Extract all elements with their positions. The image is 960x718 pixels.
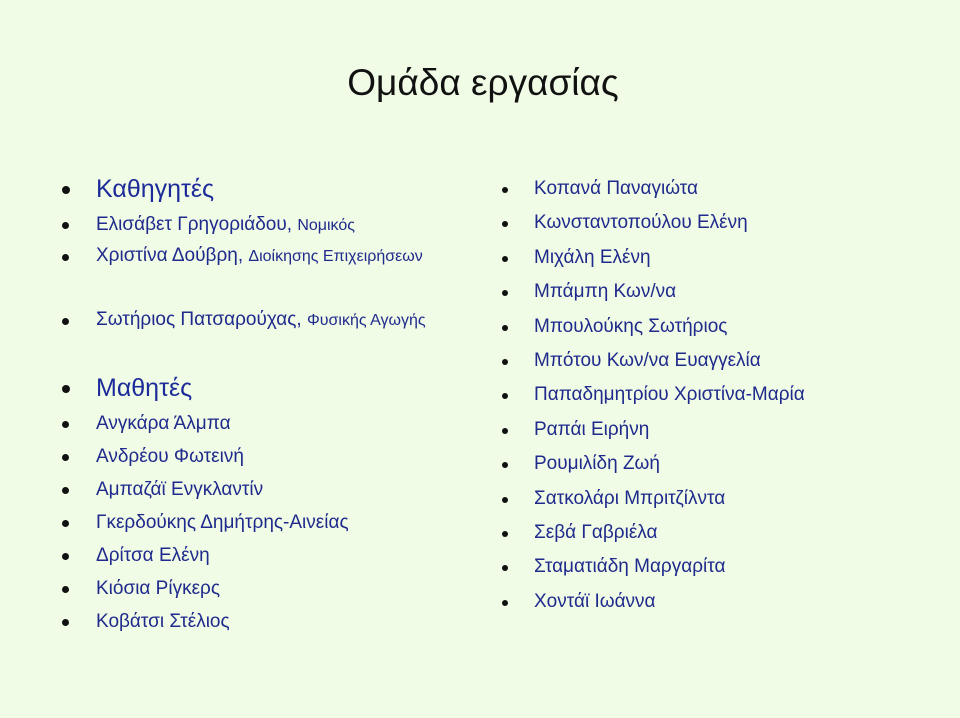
slide-title: Ομάδα εργασίας: [347, 62, 619, 103]
student-item: Χοντάϊ Ιωάννα: [500, 585, 950, 619]
right-list: [500, 172, 950, 619]
students-heading: Μαθητές: [60, 369, 480, 407]
student-item: Κοβάτσι Στέλιος: [60, 605, 480, 638]
student-item: Ρουμιλίδη Ζωή: [500, 447, 950, 481]
student-item: Κοπανά Παναγιώτα: [500, 172, 950, 206]
student-item: Μπότου Κων/να Ευαγγελία: [500, 344, 950, 378]
student-item: Σατκολάρι Μπριτζίλντα: [500, 482, 950, 516]
teachers-heading: Καθηγητές: [60, 170, 480, 208]
student-item: Παπαδημητρίου Χριστίνα-Μαρία: [500, 378, 950, 412]
student-item: Κιόσια Ρίγκερς: [60, 572, 480, 605]
student-item: Μπουλούκης Σωτήριος: [500, 310, 950, 344]
student-item: Μιχάλη Ελένη: [500, 241, 950, 275]
student-item: Σεβά Γαβριέλα: [500, 516, 950, 550]
teacher-subject: Διοίκησης Επιχειρήσεων: [248, 248, 423, 265]
student-item: Ανγκάρα Άλμπα: [60, 407, 480, 440]
teacher-item: [60, 241, 480, 305]
teacher-item: [60, 305, 480, 369]
teacher-subject: Νομικός: [297, 217, 355, 234]
student-item: Ραπάι Ειρήνη: [500, 413, 950, 447]
student-item: Γκερδούκης Δημήτρης-Αινείας: [60, 506, 480, 539]
teacher-name: Ελισάβετ Γρηγοριάδου,: [96, 214, 293, 235]
student-item: Δρίτσα Ελένη: [60, 539, 480, 572]
student-item: Αμπαζάϊ Ενγκλαντίν: [60, 473, 480, 506]
teacher-name: Χριστίνα Δούβρη,: [96, 245, 244, 266]
student-item: Ανδρέου Φωτεινή: [60, 440, 480, 473]
teacher-name: Σωτήριος Πατσαρούχας,: [96, 309, 302, 330]
student-item: Μπάμπη Κων/να: [500, 275, 950, 309]
teacher-item: [60, 208, 480, 241]
student-item: Κωνσταντοπούλου Ελένη: [500, 206, 950, 240]
student-item: Σταματιάδη Μαργαρίτα: [500, 550, 950, 584]
left-list: [60, 170, 480, 638]
teacher-subject: Φυσικής Αγωγής: [307, 312, 426, 329]
